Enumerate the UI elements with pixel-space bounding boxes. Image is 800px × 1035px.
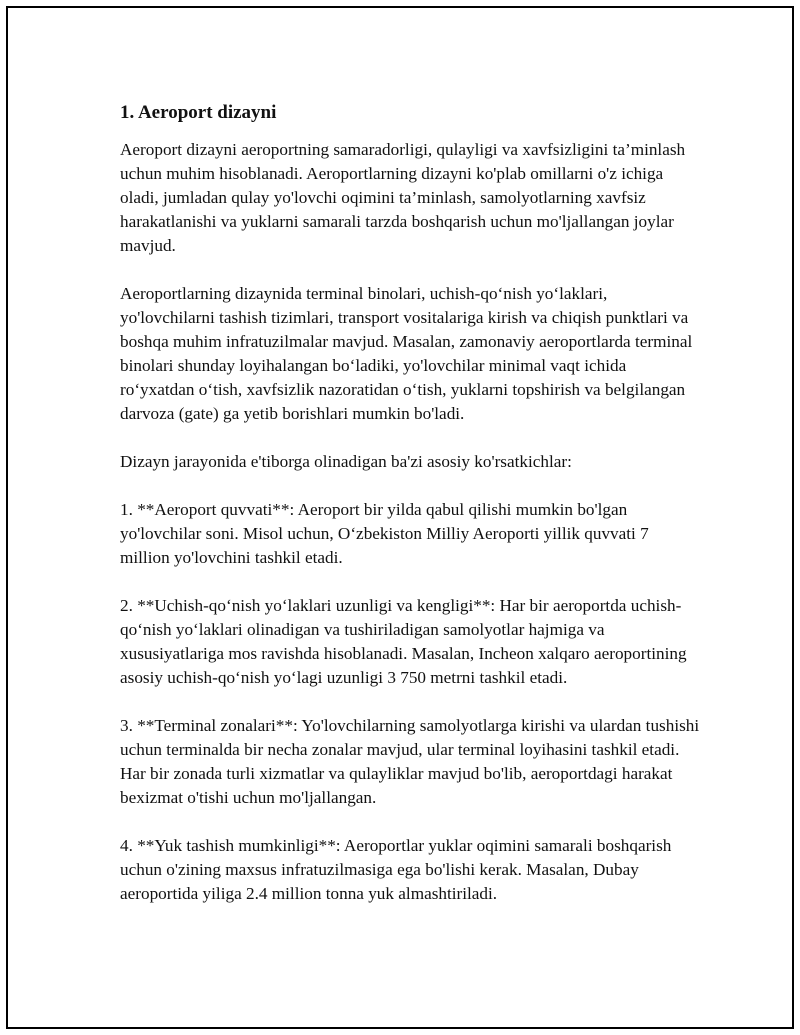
page-frame [6, 6, 794, 1029]
page-title: 1. Aeroport dizayni [120, 102, 277, 123]
document-body [120, 98, 700, 930]
paragraph-infrastructure: Aeroportlarning dizaynida terminal binolari, uchish-qo‘nish yo‘laklari, yo'lovchilarni tashish tizimlari, transport vositalariga kirish va chiqish punktlari va boshqa muhim infratuzilmalar mavjud. Masalan, zamonaviy aeroportlarda terminal binolari shunday loyihalangan bo‘ladiki, yo'lovchilar minimal vaqt ichida ro‘yxatdan o‘tish, xavfsizlik nazoratidan o‘tish, yuklarni topshirish va belgilangan darvoza (gate) ga yetib borishlari mumkin bo'ladi. [120, 284, 693, 423]
list-item-runways: 2. **Uchish-qo‘nish yo‘laklari uzunligi va kengligi**: Har bir aeroportda uchish-qo‘nish yo‘laklari olinadigan va tushiriladigan samolyotlar hajmiga va xususiyatlariga mos ravishda hisoblanadi. Masalan, Incheon xalqaro aeroportining asosiy uchish-qo‘nish yo‘lagi uzunligi 3 750 metrni tashkil etadi. [120, 596, 687, 687]
list-item-capacity: 1. **Aeroport quvvati**: Aeroport bir yilda qabul qilishi mumkin bo'lgan yo'lovchilar soni. Misol uchun, O‘zbekiston Milliy Aeroporti yillik quvvati 7 million yo'lovchini tashkil etadi. [120, 500, 649, 567]
paragraph-intro: Aeroport dizayni aeroportning samaradorligi, qulayligi va xavfsizligini ta’minlash uchun muhim hisoblanadi. Aeroportlarning dizayni ko'plab omillarni o'z ichiga oladi, jumladan qulay yo'lovchi oqimini ta’minlash, samolyotlarning xavfsiz harakatlanishi va yuklarni samarali tarzda boshqarish uchun mo'ljallangan joylar mavjud. [120, 140, 686, 255]
list-item-cargo: 4. **Yuk tashish mumkinligi**: Aeroportlar yuklar oqimini samarali boshqarish uchun o'zining maxsus infratuzilmasiga ega bo'lishi kerak. Masalan, Dubay aeroportida yiliga 2.4 million tonna yuk almashtiriladi. [120, 836, 672, 903]
list-item-terminal-zones: 3. **Terminal zonalari**: Yo'lovchilarning samolyotlarga kirishi va ulardan tushishi uchun terminalda bir necha zonalar mavjud, ular terminal loyihasini tashkil etadi. Har bir zonada turli xizmatlar va qulayliklar mavjud bo'lib, aeroportdagi harakat bexizmat o'tishi uchun mo'ljallangan. [120, 716, 700, 807]
paragraph-indicators-intro: Dizayn jarayonida e'tiborga olinadigan ba'zi asosiy ko'rsatkichlar: [120, 452, 572, 471]
